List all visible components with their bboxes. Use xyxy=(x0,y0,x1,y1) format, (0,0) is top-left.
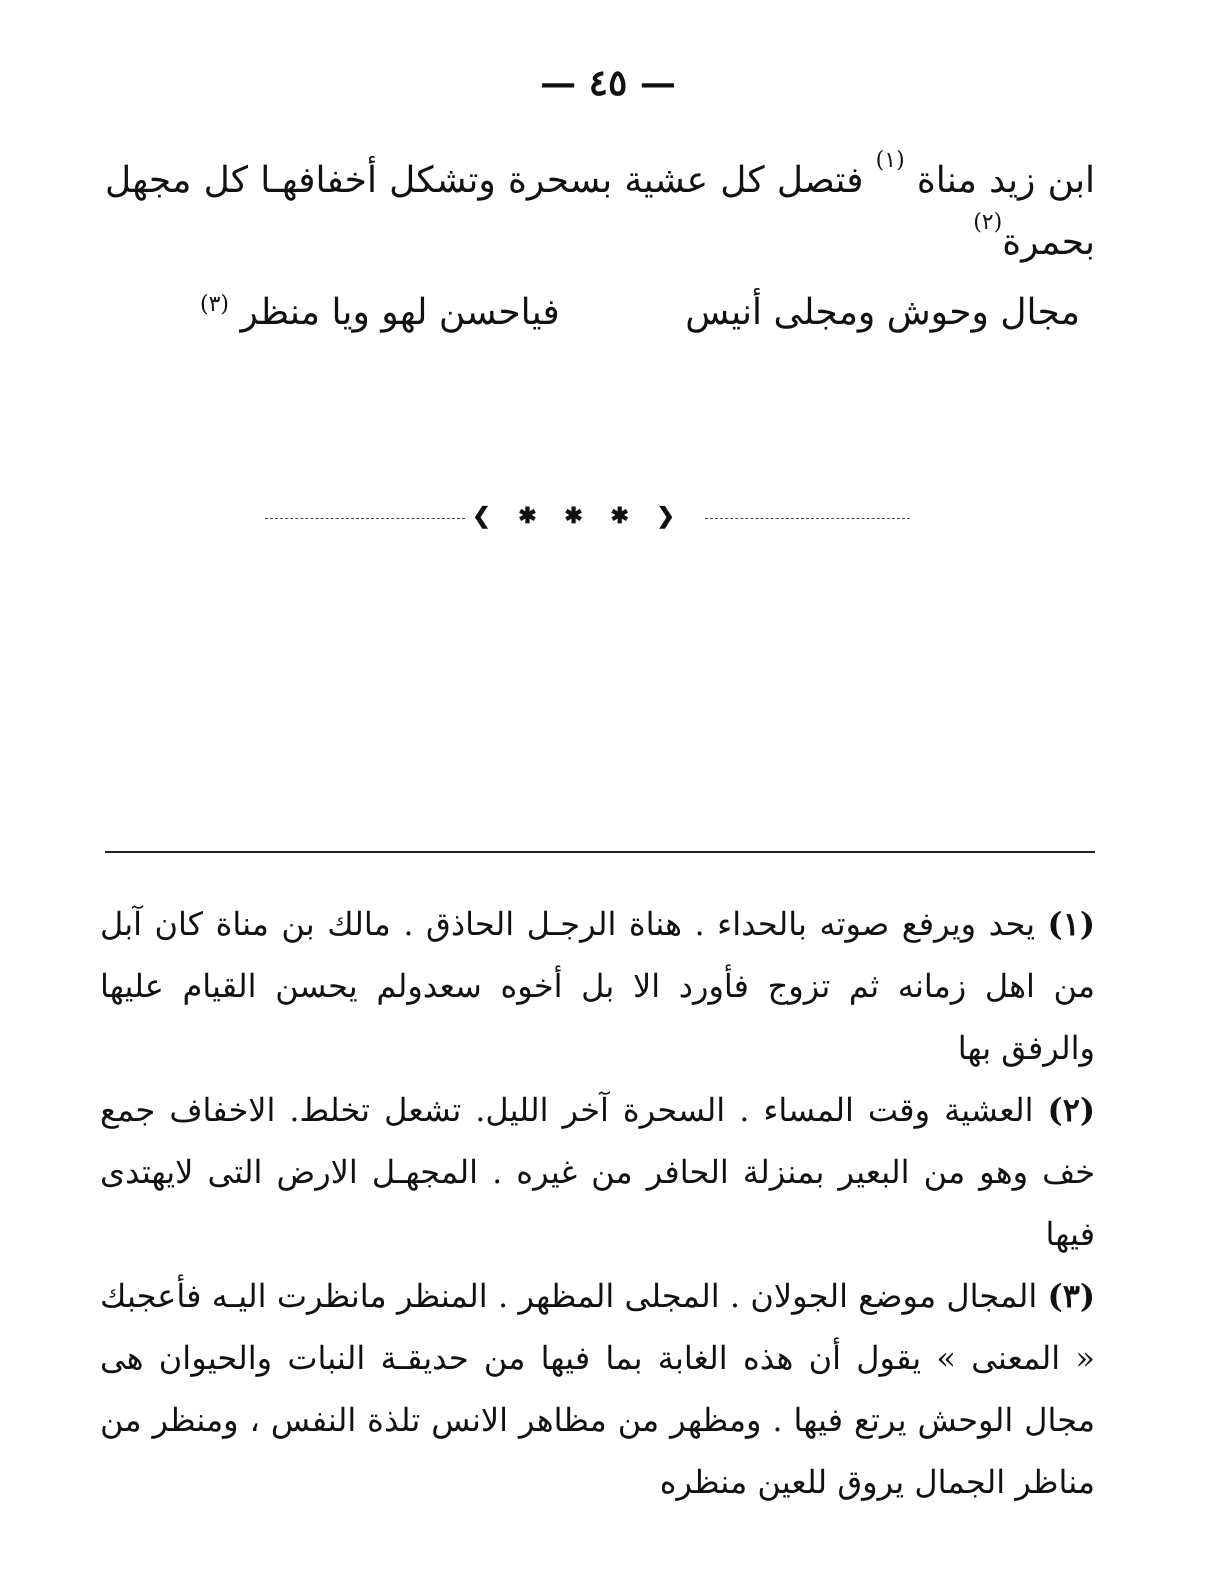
verse-second-hemistich-text: فياحسن لهو ويا منظر xyxy=(240,292,560,333)
footnote-3 xyxy=(100,1265,1095,1513)
footnote-separator-rule xyxy=(105,851,1095,853)
main-prose xyxy=(105,150,1095,274)
footnote-ref-2: (٢) xyxy=(973,210,1003,235)
divider-dash-left xyxy=(265,518,465,519)
footnote-ref-1: (١) xyxy=(875,148,905,173)
footnote-text: العشية وقت المساء . السحرة آخر الليل. تشعل تخلط. الاخفاف جمع خف وهو من البعير بمنزلة الحافر من غيره . المجهـل الارض التى لايهتدى فيها xyxy=(100,1091,1095,1253)
divider-stars: ❮ ✱ ✱ ✱ ❯ xyxy=(472,503,685,529)
verse-second-hemistich xyxy=(200,292,560,333)
poem-verse xyxy=(160,292,1080,352)
footnote-2 xyxy=(100,1079,1095,1265)
footnotes-section xyxy=(100,893,1095,1513)
divider-dash-right xyxy=(705,518,910,519)
main-text-part-2: فتصل كل عشية بسحرة وتشكل أخفافهـا كل مجهل بحمرة xyxy=(105,160,1095,263)
footnote-text: يحد ويرفع صوته بالحداء . هناة الرجـل الحاذق . مالك بن مناة كان آبل من اهل زمانه ثم تزوج فأورد الا بل أخوه سعدولم يحسن القيام عليها والرفق بها xyxy=(100,905,1095,1067)
footnote-number: (٣) xyxy=(1047,1277,1096,1315)
footnote-1 xyxy=(100,893,1095,1079)
footnote-text: المجال موضع الجولان . المجلى المظهر . المنظر مانظرت اليـه فأعجبك « المعنى » يقول أن هذه الغابة بما فيها من حديقـة النبات والحيوان هى مجال الوحش يرتع فيها . ومظهر من مظاهر الانس تلذة النفس ، ومنظر من مناظر الجمال يروق للعين منظره xyxy=(100,1277,1095,1501)
footnote-number: (٢) xyxy=(1047,1091,1096,1129)
footnote-number: (١) xyxy=(1047,905,1096,943)
page-number: — ٤٥ — xyxy=(540,62,676,104)
main-text-part-1: ابن زيد مناة xyxy=(916,160,1096,201)
verse-first-hemistich: مجال وحوش ومجلى أنيس xyxy=(685,292,1080,333)
footnote-ref-3: (٣) xyxy=(200,292,230,317)
section-divider-ornament xyxy=(265,503,910,533)
